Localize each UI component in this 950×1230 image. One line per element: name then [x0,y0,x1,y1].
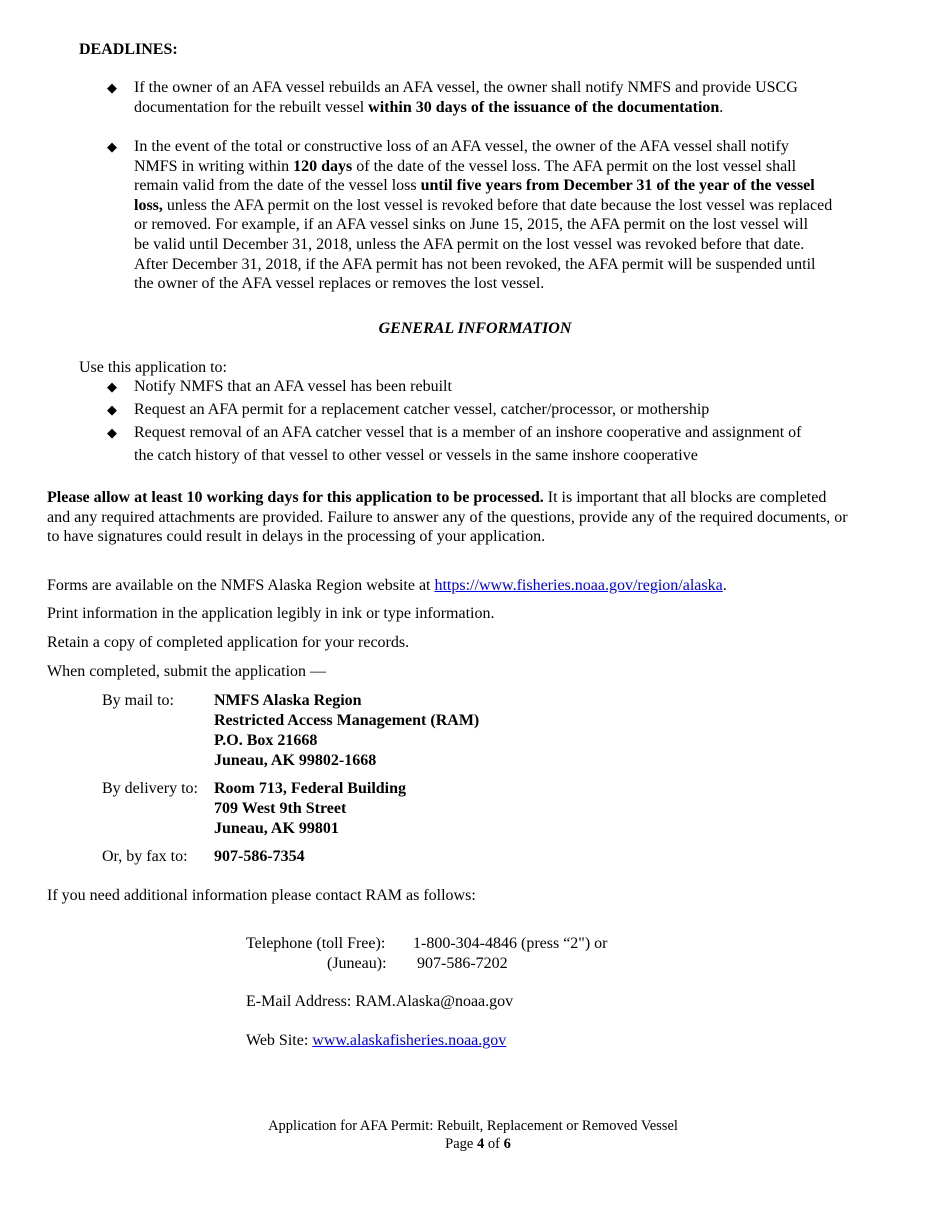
mail-address-line: P.O. Box 21668 [214,732,318,749]
deadline-item-2-line-6: be valid until December 31, 2018, unless the AFA permit on the lost vessel was revoked before that date. [134,236,805,253]
fax-number: 907-586-7354 [214,848,305,865]
mail-address-line: Restricted Access Management (RAM) [214,712,480,729]
processing-emphasis: Please allow at least 10 working days for this application to be processed. [47,489,544,506]
email-address: RAM.Alaska@noaa.gov [355,993,514,1010]
mail-label: By mail to: [102,692,174,709]
phone-juneau-label: (Juneau): [327,955,387,972]
phone-tollfree-label: Telephone (toll Free): [246,935,386,952]
processing-notice-line-1 [47,488,826,508]
website-line [246,1031,506,1051]
general-intro: Use this application to: [79,359,227,376]
deadline-emphasis: within 30 days of the issuance of the documentation [368,98,720,116]
mail-address-line: Juneau, AK 99802-1668 [214,752,377,769]
deadline-item-2-line-2 [134,157,796,177]
footer-title: Application for AFA Permit: Rebuilt, Replacement or Removed Vessel [268,1118,678,1134]
text-run: remain valid from the date of the vessel loss [134,177,421,195]
alaska-fisheries-website-link[interactable]: www.alaskafisheries.noaa.gov [312,1032,507,1049]
email-line [246,992,513,1012]
deadline-item-2-line-8: the owner of the AFA vessel replaces or removes the lost vessel. [134,275,545,293]
diamond-bullet-icon: ◆ [107,379,117,394]
deadline-item-2-line-1: In the event of the total or constructive loss of an AFA vessel, the owner of the AFA vessel shall notify [134,138,789,155]
diamond-bullet-icon: ◆ [107,425,117,440]
general-item-1: Notify NMFS that an AFA vessel has been rebuilt [134,378,452,395]
processing-notice-line-2: and any required attachments are provided. Failure to answer any of the questions, provide any of the required documents, or [47,508,848,526]
text-run: . [719,98,724,116]
phone-juneau-number: 907-586-7202 [417,955,508,972]
delivery-label: By delivery to: [102,780,198,797]
deadlines-heading: DEADLINES: [79,41,178,58]
deadline-item-1-line-1: If the owner of an AFA vessel rebuilds an AFA vessel, the owner shall notify NMFS and provide USCG [134,79,798,96]
deadline-emphasis: loss, [134,196,163,214]
deadline-item-2-line-4 [134,196,832,216]
diamond-bullet-icon: ◆ [107,139,117,154]
text-run: unless the AFA permit on the lost vessel is revoked before that date because the lost vessel was replaced [162,196,833,214]
contact-intro: If you need additional information please contact RAM as follows: [47,887,476,904]
deadline-item-2-line-5: or removed. For example, if an AFA vessel sinks on June 15, 2015, the AFA permit on the lost vessel will [134,216,809,234]
general-information-heading: GENERAL INFORMATION [378,320,572,337]
text-run: Page [445,1136,477,1152]
print-instruction: Print information in the application legibly in ink or type information. [47,605,495,622]
retain-instruction: Retain a copy of completed application for your records. [47,634,410,651]
deadline-emphasis: until five years from December 31 of the year of the vessel [420,177,815,195]
processing-notice-line-3: to have signatures could result in delays in the processing of your application. [47,528,546,546]
text-run: of the date of the vessel loss. The AFA permit on the lost vessel shall [352,157,797,175]
general-item-3-line-1: Request removal of an AFA catcher vessel that is a member of an inshore cooperative and assignment of [134,424,802,441]
deadline-item-2-line-3 [134,176,815,196]
text-run: . [722,577,727,594]
delivery-address-line: Room 713, Federal Building [214,780,407,797]
text-run: of [484,1136,504,1152]
current-page: 4 [476,1136,485,1152]
forms-availability [47,576,727,596]
website-label: Web Site: [246,1032,313,1049]
text-run: documentation for the rebuilt vessel [134,98,369,116]
nmfs-website-link[interactable]: https://www.fisheries.noaa.gov/region/alaska [434,577,723,594]
submit-instruction: When completed, submit the application — [47,663,327,680]
delivery-address-line: 709 West 9th Street [214,800,347,817]
deadline-emphasis: 120 days [293,157,353,175]
footer-page-number [0,1135,950,1153]
general-item-2: Request an AFA permit for a replacement catcher vessel, catcher/processor, or mothership [134,401,710,418]
total-pages: 6 [503,1136,511,1152]
general-item-3-line-2: the catch history of that vessel to other vessel or vessels in the same inshore cooperative [134,447,698,464]
text-run: NMFS in writing within [134,157,294,175]
phone-tollfree-number: 1-800-304-4846 (press “2") or [413,935,608,952]
text-run: It is important that all blocks are completed [543,489,827,506]
text-run: Forms are available on the NMFS Alaska Region website at [47,577,435,594]
deadline-item-2-line-7: After December 31, 2018, if the AFA permit has not been revoked, the AFA permit will be suspended until [134,255,816,273]
diamond-bullet-icon: ◆ [107,402,117,417]
diamond-bullet-icon: ◆ [107,80,117,95]
fax-label: Or, by fax to: [102,848,188,865]
delivery-address-line: Juneau, AK 99801 [214,820,339,837]
deadline-item-1-line-2 [134,98,723,118]
email-label: E-Mail Address: [246,993,356,1010]
mail-address-line: NMFS Alaska Region [214,692,362,709]
